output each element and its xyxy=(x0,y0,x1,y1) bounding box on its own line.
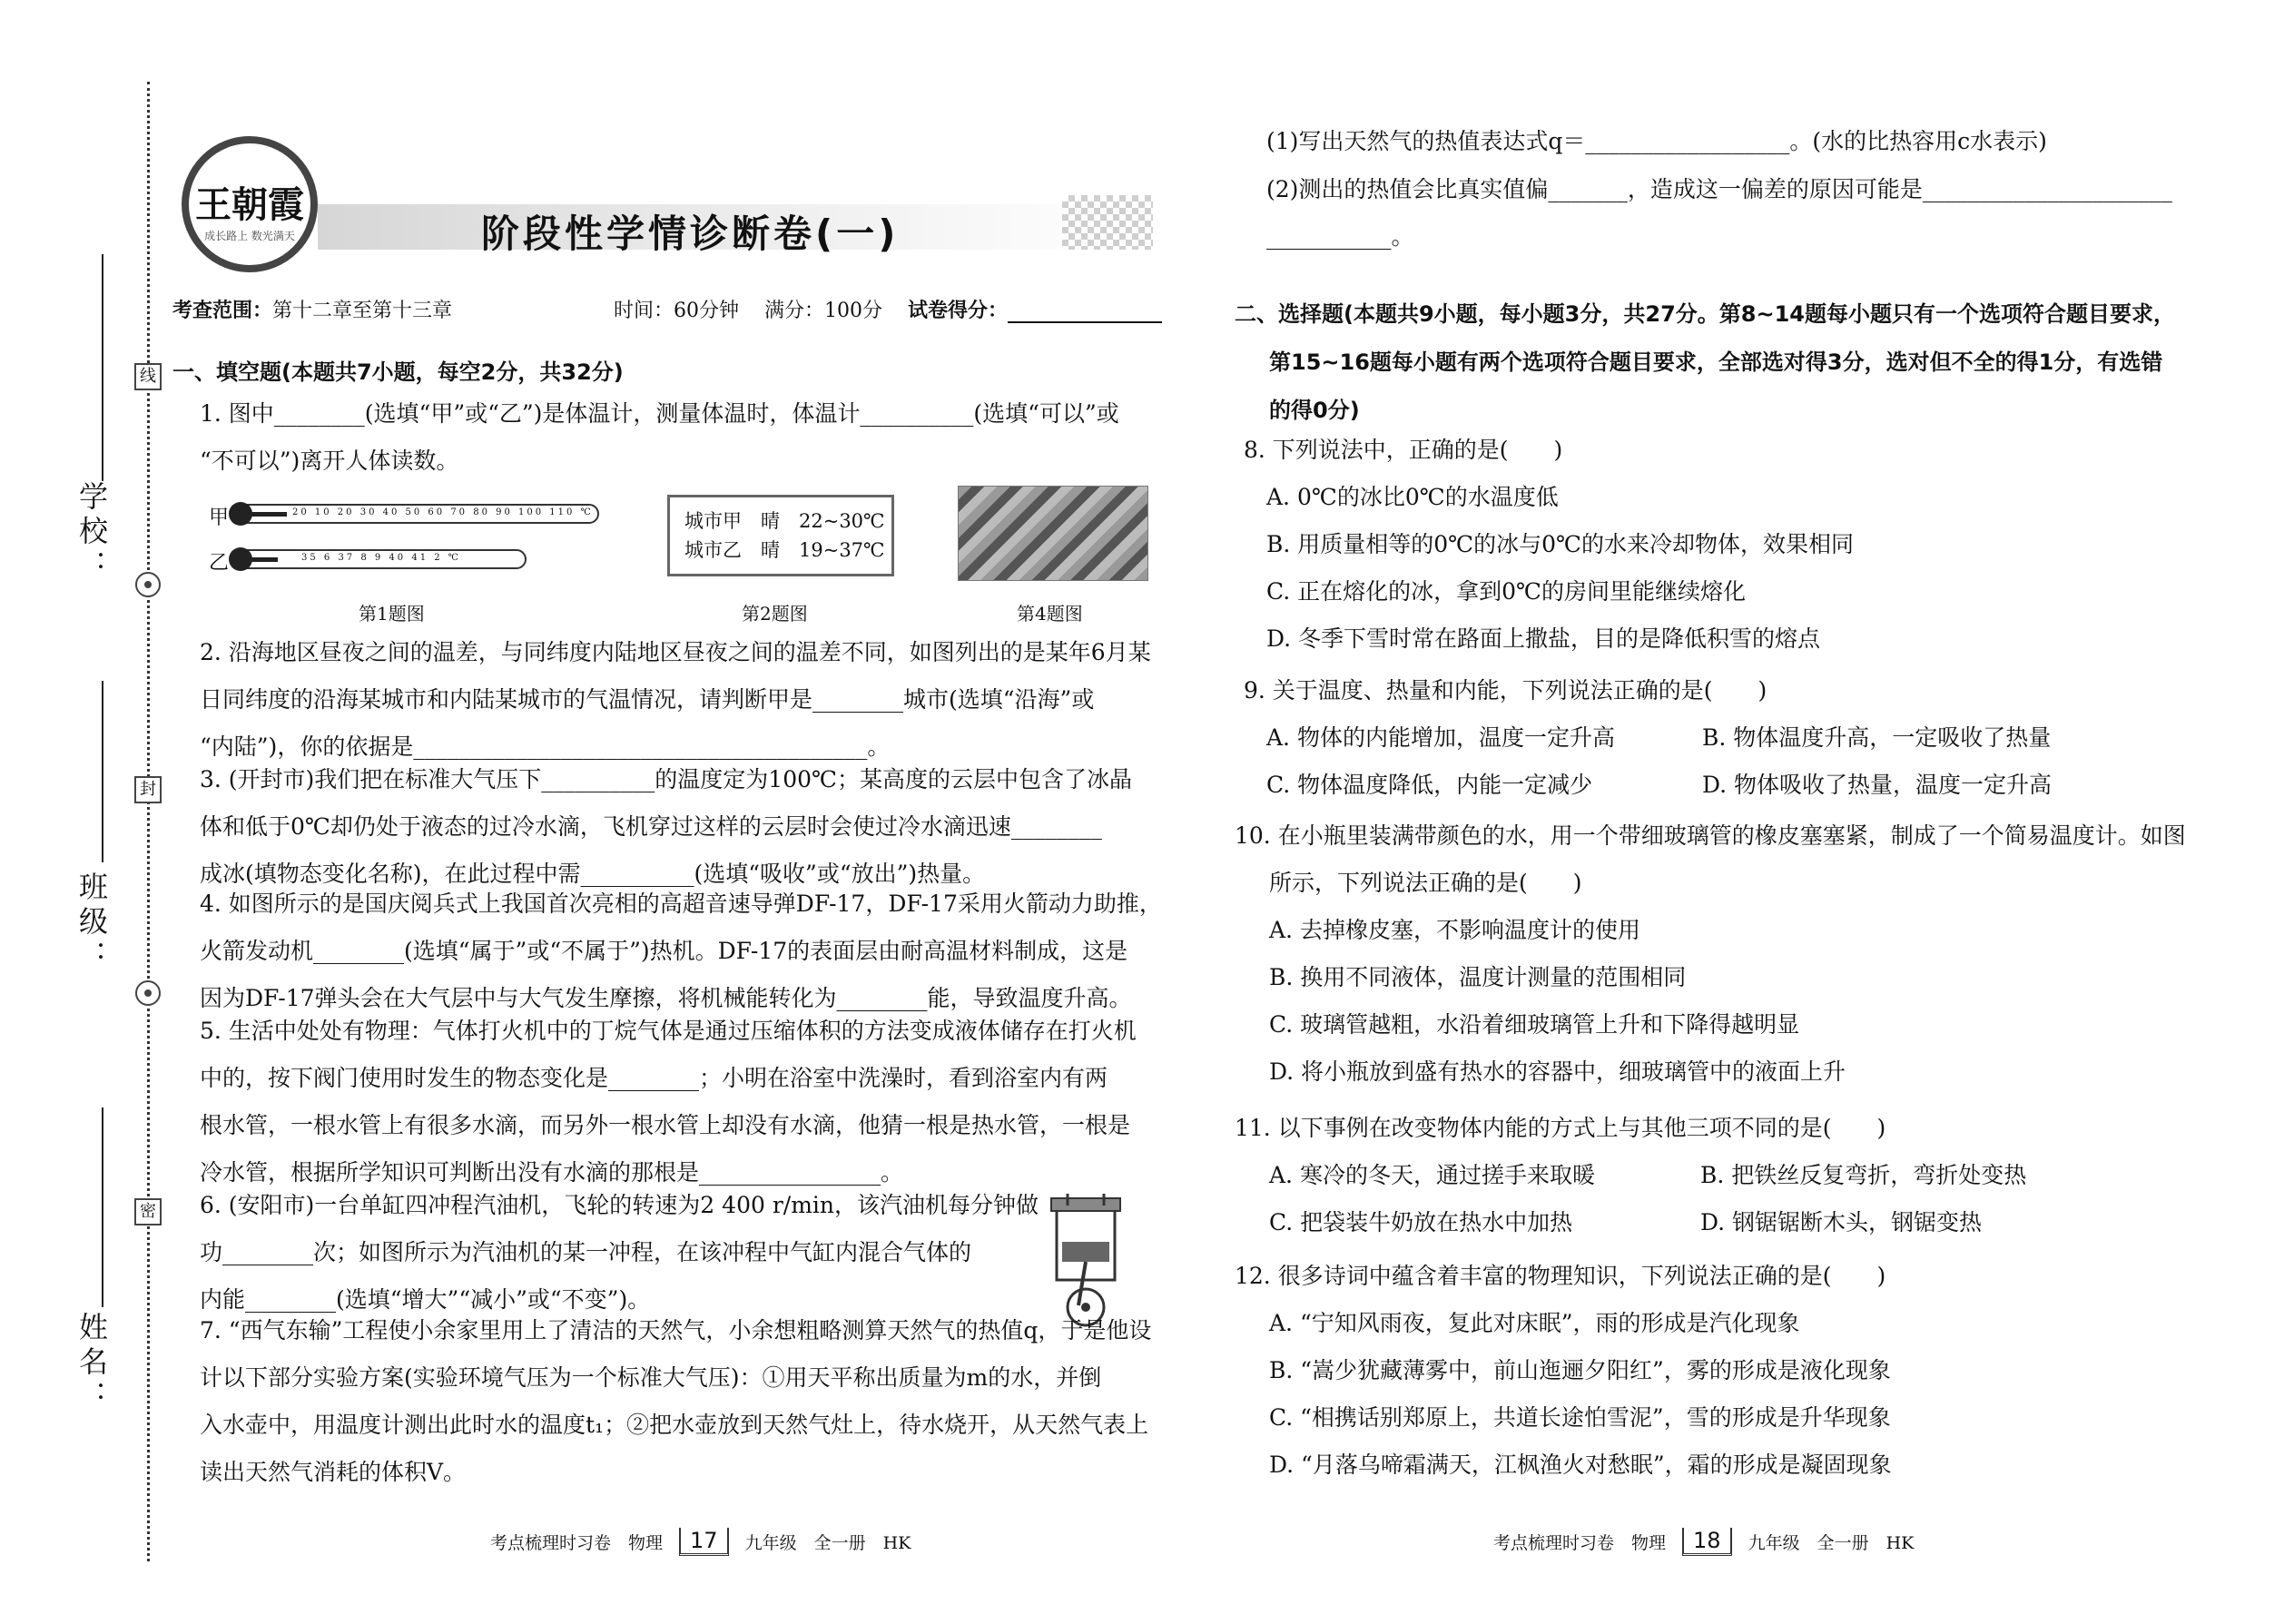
page-number: 18 xyxy=(1682,1528,1732,1556)
question-7-part-2 xyxy=(1266,166,2172,261)
question-8 xyxy=(1244,427,1854,663)
option-a[interactable]: A. 物体的内能增加，温度一定升高 xyxy=(1266,724,1615,751)
page-number: 17 xyxy=(679,1528,729,1556)
question-stem: 9. 关于温度、热量和内能，下列说法正确的是( ) xyxy=(1244,677,1767,704)
question-4 xyxy=(200,881,1162,1022)
scope-value: 第十二章至第十三章 xyxy=(272,300,453,322)
figure-caption: 第4题图 xyxy=(1017,603,1083,625)
footer-book: 考点梳理时习卷 物理 xyxy=(490,1533,664,1553)
mercury-bar xyxy=(251,512,287,517)
option-c[interactable]: C. 把袋装牛奶放在热水中加热 xyxy=(1269,1209,1573,1235)
footer-book: 考点梳理时习卷 物理 xyxy=(1493,1533,1667,1553)
question-line: 入水壶中，用温度计测出此时水的温度t₁；②把水壶放到天然气灶上，待水烧开，从天然气表上 xyxy=(200,1412,1149,1438)
option-d[interactable]: D. “月落乌啼霜满天，江枫渔火对愁眠”，霜的形成是凝固现象 xyxy=(1269,1452,1892,1478)
question-line: 2. 沿海地区昼夜之间的温差，与同纬度内陆地区昼夜之间的温差不同，如图列出的是某年6月某 xyxy=(200,639,1151,665)
missile-photo xyxy=(958,486,1148,581)
question-7 xyxy=(200,1307,1151,1496)
logo-subtitle: 成长路上 数光满天 xyxy=(204,230,295,242)
thermometer-b xyxy=(236,549,527,569)
option-a[interactable]: A. 0℃的冰比0℃的水温度低 xyxy=(1266,484,1559,510)
option-a[interactable]: A. “宁知风雨夜，复此对床眠”，雨的形成是汽化现象 xyxy=(1269,1310,1800,1336)
option-d[interactable]: D. 将小瓶放到盛有热水的容器中，细玻璃管中的液面上升 xyxy=(1269,1058,1846,1085)
weather-row-a: 城市甲 晴 22~30℃ xyxy=(684,510,885,532)
question-line: 3. (开封市)我们把在标准大气压下__________的温度定为100℃；某高度的云层中包含了冰晶 xyxy=(200,766,1132,792)
figure-caption: 第1题图 xyxy=(359,603,425,625)
binding-mark-xian: 线 xyxy=(134,363,162,390)
question-3 xyxy=(200,756,1132,898)
thermometer-a-label: 甲 xyxy=(209,507,230,529)
option-c[interactable]: C. 玻璃管越粗，水沿着细玻璃管上升和下降得越明显 xyxy=(1269,1011,1800,1038)
question-line: (1)写出天然气的热值表达式q＝__________________。(水的比热容用c水表示) xyxy=(1266,128,2047,154)
question-line: 火箭发动机________(选填“属于”或“不属于”)热机。DF-17的表面层由耐高温材料制成，这是 xyxy=(200,938,1128,964)
question-10 xyxy=(1235,812,2186,1096)
question-line: 读出天然气消耗的体积V。 xyxy=(200,1459,467,1485)
school-label: 学校： xyxy=(74,481,109,585)
thermometer-b-label: 乙 xyxy=(209,552,230,575)
question-6 xyxy=(200,1182,1039,1324)
question-stem: 11. 以下事例在改变物体内能的方式上与其他三项不同的是( ) xyxy=(1235,1115,1886,1141)
mercury-bar xyxy=(251,557,278,562)
binding-hole-icon xyxy=(135,572,161,597)
option-d[interactable]: D. 冬季下雪时常在路面上撒盐，目的是降低积雪的熔点 xyxy=(1266,625,1821,652)
question-9 xyxy=(1244,667,2052,809)
question-line: 根水管，一根水管上有很多水滴，而另外一根水管上却没有水滴，他猜一根是热水管，一根是 xyxy=(200,1112,1131,1138)
question-line: 体和低于0℃却仍处于液态的过冷水滴，飞机穿过这样的云层时会使过冷水滴迅速________ xyxy=(200,813,1102,840)
thermometer-a xyxy=(236,504,599,524)
cut-line xyxy=(147,82,150,1561)
question-7-part-1 xyxy=(1266,118,2047,165)
class-blank[interactable] xyxy=(102,681,103,862)
question-line: 成冰(填物态变化名称)，在此过程中需__________(选填“吸收”或“放出”)热量。 xyxy=(200,861,986,887)
question-5 xyxy=(200,1008,1137,1196)
binding-mark-mi: 密 xyxy=(134,1198,162,1225)
question-line: 4. 如图所示的是国庆阅兵式上我国首次亮相的高超音速导弹DF-17，DF-17采用火箭动力助推， xyxy=(200,891,1162,917)
option-d[interactable]: D. 物体吸收了热量，温度一定升高 xyxy=(1702,772,2053,798)
question-line: 日同纬度的沿海某城市和内陆某城市的气温情况，请判断甲是________城市(选填“沿海”或 xyxy=(200,686,1095,713)
footer-right xyxy=(1493,1528,1914,1556)
question-line: 1. 图中________(选填“甲”或“乙”)是体温计，测量体温时，体温计__________(选填“可以”或 xyxy=(200,400,1119,427)
brand-logo xyxy=(182,136,318,272)
score-label: 试卷得分： xyxy=(907,300,1008,322)
option-a[interactable]: A. 去掉橡皮塞，不影响温度计的使用 xyxy=(1269,917,1640,943)
question-stem: 所示，下列说法正确的是( ) xyxy=(1269,870,1582,896)
section-line: 第15~16题每小题有两个选项符合题目要求，全部选对得3分，选对但不全的得1分，有选错 xyxy=(1269,349,2163,375)
option-b[interactable]: B. 物体温度升高，一定吸收了热量 xyxy=(1702,724,2052,751)
section-line: 的得0分) xyxy=(1269,398,1360,423)
option-c[interactable]: C. “相携话别郑原上，共道长途怕雪泥”，雪的形成是升华现象 xyxy=(1269,1404,1891,1431)
exam-info-row xyxy=(172,295,1162,323)
option-b[interactable]: B. 用质量相等的0℃的冰与0℃的水来冷却物体，效果相同 xyxy=(1266,531,1855,557)
question-2 xyxy=(200,629,1151,771)
question-stem: 10. 在小瓶里装满带颜色的水，用一个带细玻璃管的橡皮塞塞紧，制成了一个简易温度计。如图 xyxy=(1235,822,2186,849)
question-line: 内能________(选填“增大”“减小”或“不变”)。 xyxy=(200,1286,651,1313)
option-b[interactable]: B. “嵩少犹藏薄雾中，前山迤逦夕阳红”，雾的形成是液化现象 xyxy=(1269,1357,1891,1383)
thermometer-b-scale: 35 6 37 8 9 40 41 2 ℃ xyxy=(301,553,461,563)
option-a[interactable]: A. 寒冷的冬天，通过搓手来取暖 xyxy=(1269,1162,1595,1188)
school-blank[interactable] xyxy=(102,254,103,481)
thermometer-bulb-icon xyxy=(229,547,252,571)
option-c[interactable]: C. 正在熔化的冰，拿到0℃的房间里能继续熔化 xyxy=(1266,578,1747,605)
question-line: 6. (安阳市)一台单缸四冲程汽油机，飞轮的转速为2 400 r/min，该汽油机每分钟做 xyxy=(200,1192,1039,1218)
section-heading-fill: 一、填空题(本题共7小题，每空2分，共32分) xyxy=(172,359,624,385)
question-line: 计以下部分实验方案(实验环境气压为一个标准大气压)：①用天平称出质量为m的水，并倒 xyxy=(200,1364,1102,1391)
question-line: ___________。 xyxy=(1266,223,1414,250)
scope-label: 考查范围： xyxy=(172,300,273,322)
question-line: (2)测出的热值会比真实值偏_______，造成这一偏差的原因可能是______________________ xyxy=(1266,176,2172,202)
question-line: 因为DF-17弹头会在大气层中与大气发生摩擦，将机械能转化为________能，导致温度升高。 xyxy=(200,985,1132,1011)
binding-margin xyxy=(127,82,172,1561)
page-title: 阶段性学情诊断卷(一) xyxy=(481,212,900,256)
thermometer-bulb-icon xyxy=(229,502,252,526)
name-blank[interactable] xyxy=(102,1107,103,1307)
weather-table xyxy=(667,495,894,576)
footer-grade: 九年级 全一册 HK xyxy=(1748,1533,1915,1553)
class-label: 班级： xyxy=(74,871,109,975)
option-b[interactable]: B. 把铁丝反复弯折，弯折处变热 xyxy=(1700,1162,2027,1188)
question-stem: 12. 很多诗词中蕴含着丰富的物理知识，下列说法正确的是( ) xyxy=(1235,1263,1886,1289)
thermometer-a-scale: 20 10 20 30 40 50 60 70 80 90 100 110 ℃ xyxy=(292,507,594,517)
weather-row-b: 城市乙 晴 19~37℃ xyxy=(684,539,885,561)
question-line: “内陆”)，你的依据是________________________________________。 xyxy=(200,733,891,760)
binding-hole-icon xyxy=(135,980,161,1006)
question-1 xyxy=(200,390,1119,485)
name-label: 姓名： xyxy=(74,1312,109,1415)
binding-mark-feng: 封 xyxy=(134,776,162,803)
question-line: 冷水管，根据所学知识可判断出没有水滴的那根是________________。 xyxy=(200,1159,904,1186)
question-line: 5. 生活中处处有物理：气体打火机中的丁烷气体是通过压缩体积的方法变成液体储存在打火机 xyxy=(200,1018,1137,1044)
score-blank[interactable] xyxy=(1008,300,1162,323)
footer-grade: 九年级 全一册 HK xyxy=(744,1533,911,1553)
question-11 xyxy=(1235,1105,2026,1246)
time-info: 时间：60分钟 xyxy=(613,300,739,322)
question-line: 7. “西气东输”工程使小余家里用上了清洁的天然气，小余想粗略测算天然气的热值q，于是他设 xyxy=(200,1317,1152,1343)
figure-caption: 第2题图 xyxy=(742,603,808,625)
option-b[interactable]: B. 换用不同液体，温度计测量的范围相同 xyxy=(1269,964,1687,990)
full-score-info: 满分：100分 xyxy=(763,300,882,322)
question-line: “不可以”)离开人体读数。 xyxy=(200,448,459,474)
option-d[interactable]: D. 钢锯锯断木头，钢锯变热 xyxy=(1700,1209,1983,1235)
section-line: 二、选择题(本题共9小题，每小题3分，共27分。第8~14题每小题只有一个选项符合题目要求， xyxy=(1235,301,2175,327)
question-line: 中的，按下阀门使用时发生的物态变化是________；小明在浴室中洗澡时，看到浴室内有两 xyxy=(200,1065,1108,1091)
section-heading-choice xyxy=(1235,290,2175,435)
question-line: 功________次；如图所示为汽油机的某一冲程，在该冲程中气缸内混合气体的 xyxy=(200,1239,972,1265)
logo-text: 王朝霞 xyxy=(195,183,304,226)
question-12 xyxy=(1235,1253,1892,1489)
footer-left xyxy=(490,1528,911,1556)
checker-decoration xyxy=(1062,195,1153,250)
question-stem: 8. 下列说法中，正确的是( ) xyxy=(1244,437,1563,463)
option-c[interactable]: C. 物体温度降低，内能一定减少 xyxy=(1266,772,1593,798)
